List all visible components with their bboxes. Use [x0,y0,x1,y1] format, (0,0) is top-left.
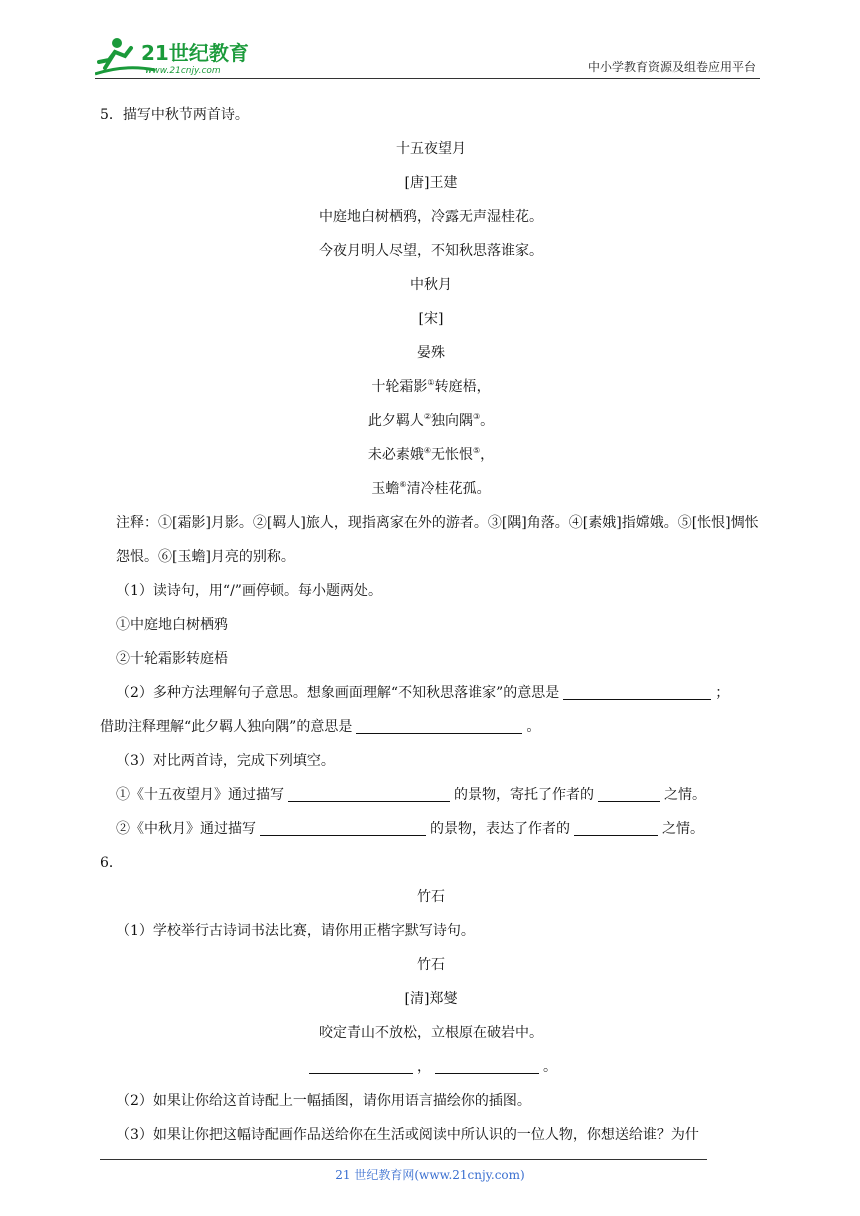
poem2-line-2: 此夕羁人②独向隅③。 [367,412,495,429]
poem2-dynasty: [宋] [418,311,444,327]
answer-blank[interactable] [563,683,711,700]
q5-sub2-b: 借助注释理解“此夕羁人独向隅”的意思是 。 [100,719,541,735]
q6-poem-author: [清]郑燮 [404,991,458,1007]
answer-blank[interactable] [598,785,660,802]
q6-sub2: （2）如果让你给这首诗配上一幅插图，请你用语言描绘你的插图。 [116,1093,531,1109]
poem2-line-1: 十轮霜影①转庭梧， [371,378,491,395]
question-5-title: 5．描写中秋节两首诗。 [100,107,249,123]
q5-sub1-item-1: ①中庭地白树栖鸦 [116,617,228,633]
q5-sub3: （3）对比两首诗，完成下列填空。 [116,753,335,769]
answer-blank[interactable] [260,819,426,836]
q6-poem-line-1: 咬定青山不放松，立根原在破岩中。 [319,1025,543,1041]
poem2-line-3: 未必素娥④无怅恨⑤， [367,446,495,463]
svg-text:www.21cnjy.com: www.21cnjy.com [145,66,221,76]
platform-name: 中小学教育资源及组卷应用平台 [587,60,756,74]
q6-heading: 竹石 [417,889,445,905]
poem1-line-2: 今夜月明人尽望，不知秋思落谁家。 [319,243,543,259]
q6-sub3: （3）如果让你把这幅诗配画作品送给你在生活或阅读中所认识的一位人物，你想送给谁？为什 [116,1127,699,1143]
svg-text:21世纪教育: 21世纪教育 [141,41,249,65]
poem2-line-4: 玉蟾⑥清冷桂花孤。 [371,480,491,497]
poem1-line-1: 中庭地白树栖鸦，冷露无声湿桂花。 [319,209,543,225]
q5-sub3-item-2: ②《中秋月》通过描写 的景物，表达了作者的 之情。 [116,821,704,837]
page-content [100,98,762,1152]
q5-sub3-item-1: ①《十五夜望月》通过描写 的景物，寄托了作者的 之情。 [116,787,706,803]
footer-divider [100,1159,707,1160]
q6-sub1: （1）学校举行古诗词书法比赛，请你用正楷字默写诗句。 [116,923,475,939]
site-logo [95,34,265,76]
answer-blank[interactable] [356,717,522,734]
q5-sub1-item-2: ②十轮霜影转庭梧 [116,651,228,667]
question-6-number: 6． [100,855,123,871]
poem-notes: 注释：①[霜影]月影。②[羁人]旅人，现指离家在外的游者。③[隅]角落。④[素娥]指嫦娥。⑤[怅恨]惆怅怨恨。⑥[玉蟾]月亮的别称。 [116,515,759,565]
poem1-title: 十五夜望月 [396,141,466,157]
poem2-author: 晏殊 [417,345,445,361]
answer-blank[interactable] [288,785,450,802]
q6-fill-line: ， 。 [100,1050,762,1084]
q5-sub2-a: （2）多种方法理解句子意思。想象画面理解“不知秋思落谁家”的意思是 ； [116,685,730,701]
answer-blank[interactable] [435,1057,539,1074]
q5-sub1: （1）读诗句，用“/”画停顿。每小题两处。 [116,583,382,599]
answer-blank[interactable] [309,1057,413,1074]
page-footer: 21 世纪教育网(www.21cnjy.com) [335,1168,525,1182]
poem1-author: [唐]王建 [404,175,458,191]
poem2-title: 中秋月 [410,277,452,293]
q6-poem-title: 竹石 [417,957,445,973]
answer-blank[interactable] [574,819,658,836]
page-header [95,30,760,79]
